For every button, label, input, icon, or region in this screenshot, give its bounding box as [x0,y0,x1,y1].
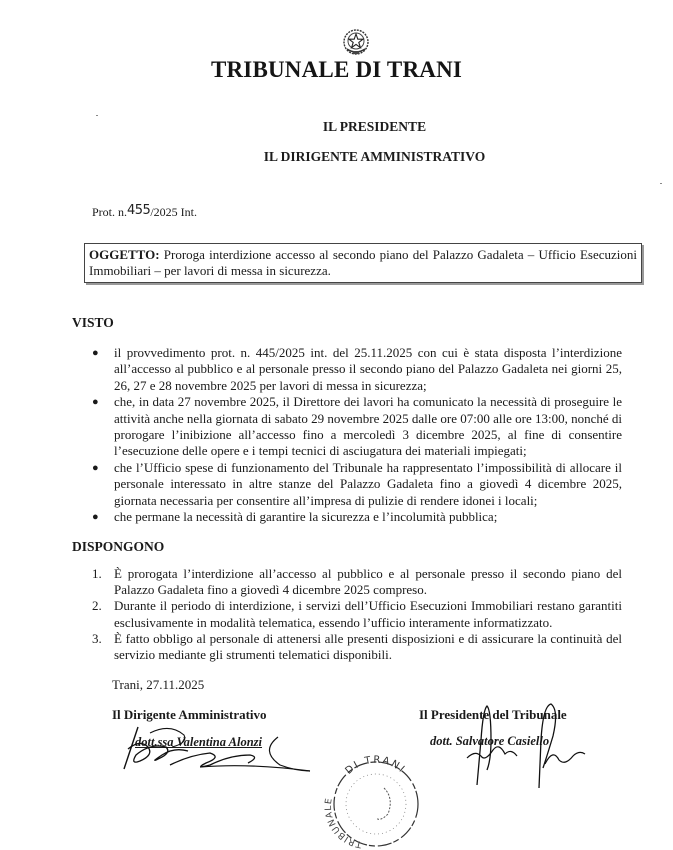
handwritten-signature-left-icon [110,725,330,775]
svg-text:DI TRANI [343,755,407,777]
signatory-left-name: dott.ssa Valentina Alonzi [135,735,263,749]
subject-box [84,243,642,283]
visto-item [92,345,622,394]
dispongono-item [92,566,622,598]
bullet-dot-icon: ● [92,511,99,524]
stamp-text-top: DI TRANI [343,754,408,777]
issuer-president-heading: IL PRESIDENTE [322,119,427,134]
visto-item-text: che permane la necessità di garantire la sicurezza e l’incolumità pubblica; [114,509,498,525]
visto-list [92,345,622,525]
bullet-dot-icon: ● [92,347,99,359]
visto-item [92,394,622,460]
visto-item [92,509,622,525]
signatory-right-name: dott. Salvatore Casiello [430,734,550,748]
visto-heading: VISTO [72,315,114,330]
subject-text: Proroga interdizione accesso al secondo piano del Palazzo Gadaleta – Ufficio Esecuzioni Immobiliari – per lavori di messa in sicurezza. [89,247,638,278]
issuer-administrative-director-heading: IL DIRIGENTE AMMINISTRATIVO [263,149,486,164]
visto-item [92,460,622,509]
bullet-dot-icon: ● [92,396,99,409]
dispongono-heading: DISPONGONO [72,539,165,554]
protocol-number [92,205,197,220]
court-title: TRIBUNALE DI TRANI [210,57,463,82]
dispongono-item-text: È fatto obbligo al personale di attenersi alle presenti disposizioni e di assicurare la continuità del servizio mediante gli strumenti telematici disponibili. [114,630,622,663]
signatory-left-title: Il Dirigente Amministrativo [112,707,267,722]
protocol-prefix: Prot. n. [92,205,128,219]
scan-speck [660,183,662,184]
stamp-text-left: TRIBUNALE [323,796,363,849]
visto-item-text: che l’Ufficio spese di funzionamento del Tribunale ha rappresentato l’impossibilità di allocare il personale interessato in altre stanze del Palazzo Gadaleta fino a giovedì 4 dicembre 2025, giornata necessaria per consentire all’impresa di pulizie di rendere idonei i locali; [114,459,622,508]
signatory-right-title: Il Presidente del Tribunale [419,707,567,722]
handwritten-signature-right-icon [455,700,595,790]
item-number: 2. [92,598,102,614]
place-and-date: Trani, 27.11.2025 [112,677,205,692]
item-number: 3. [92,630,102,646]
bullet-dot-icon: ● [92,461,99,474]
dispongono-item [92,631,622,663]
visto-item-text: il provvedimento prot. n. 445/2025 int. del 25.11.2025 con cui è stata disposta l’interdizione all’accesso al pubblico e al personale presso il secondo piano del Palazzo Gadaleta nei giorni 25, 26, 27 e 28 novembre 2025 per lavori di messa in sicurezza; [114,345,622,393]
dispongono-list [92,566,622,663]
dispongono-item-text: Durante il periodo di interdizione, i servizi dell’Ufficio Esecuzioni Immobiliari restano garantiti esclusivamente in modalità telematica, essendo l’ufficio interamente informatizzato. [114,598,622,630]
dispongono-item [92,598,622,630]
court-stamp-icon [318,752,428,847]
scan-speck [96,115,98,116]
item-number: 1. [92,566,102,581]
subject-label: OGGETTO: [89,247,160,262]
dispongono-item-text: È prorogata l’interdizione all’accesso al pubblico e al personale presso il secondo piano del Palazzo Gadaleta fino a giovedì 4 dicembre 2025 compreso. [114,566,622,598]
protocol-suffix: /2025 Int. [150,205,198,219]
protocol-handwritten-number: 455 [127,203,151,218]
italian-republic-emblem-icon [342,28,370,56]
svg-text:TRIBUNALE [324,797,364,849]
visto-item-text: che, in data 27 novembre 2025, il Direttore dei lavori ha comunicato la necessità di proseguire le attività anche nella giornata di sabato 29 novembre 2025 dalle ore 07:00 alle ore 13:00, nonché di prorogare l’inibizione all’accesso fino a mercoledì 3 dicembre 2025, al fine di consentire l’esecuzione delle opere e i tempi tecnici di asciugatura dei materiali impiegati; [114,394,622,459]
